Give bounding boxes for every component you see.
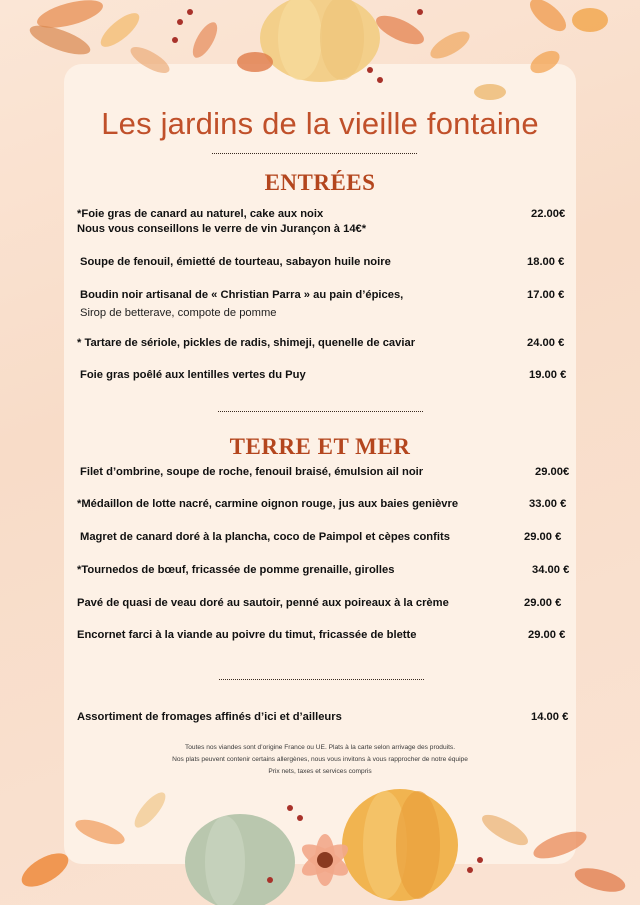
menu-item-name: Soupe de fenouil, émietté de tourteau, sabayon huile noire bbox=[80, 256, 391, 268]
menu-item-price: 17.00 € bbox=[527, 289, 565, 301]
menu-item-price: 34.00 € bbox=[532, 564, 570, 576]
menu-item-name: Boudin noir artisanal de « Christian Parra » au pain d’épices, bbox=[80, 289, 404, 301]
menu-item-name: Filet d’ombrine, soupe de roche, fenouil braisé, émulsion ail noir bbox=[80, 466, 424, 478]
footer-note-prices: Prix nets, taxes et services compris bbox=[268, 768, 372, 775]
leaf-icon bbox=[34, 0, 105, 33]
section-heading-terre-et-mer: TERRE ET MER bbox=[229, 434, 411, 459]
section-heading-entrees: ENTRÉES bbox=[264, 170, 376, 195]
menu-item-price: 29.00€ bbox=[535, 466, 570, 478]
menu-item-price: 29.00 € bbox=[528, 629, 566, 641]
leaf-icon bbox=[188, 19, 222, 62]
menu-item-name: Pavé de quasi de veau doré au sautoir, penné aux poireaux à la crème bbox=[77, 597, 449, 609]
menu-item-price: 18.00 € bbox=[527, 256, 565, 268]
leaf-icon bbox=[426, 26, 473, 64]
menu-item-price: 29.00 € bbox=[524, 531, 562, 543]
title-divider bbox=[212, 153, 417, 154]
section-divider bbox=[218, 411, 423, 412]
menu-item-name: *Tournedos de bœuf, fricassée de pomme grenaille, girolles bbox=[77, 564, 395, 576]
menu-item-name: Magret de canard doré à la plancha, coco de Paimpol et cèpes confits bbox=[80, 531, 450, 543]
leaf-icon bbox=[572, 8, 608, 32]
menu-item-price: 24.00 € bbox=[527, 337, 565, 349]
menu-item-name: *Foie gras de canard au naturel, cake aux noix bbox=[77, 208, 324, 220]
menu-item-price: 14.00 € bbox=[531, 711, 569, 723]
menu-item-name: Foie gras poêlé aux lentilles vertes du Puy bbox=[80, 369, 306, 381]
footer-note-allergens: Nos plats peuvent contenir certains allergènes, nous vous invitons à vous rapprocher de notre équipe bbox=[172, 756, 468, 763]
menu-item-price: 33.00 € bbox=[529, 498, 567, 510]
page-title: Les jardins de la vieille fontaine bbox=[101, 106, 539, 141]
footer-note-origin: Toutes nos viandes sont d’origine France ou UE. Plats à la carte selon arrivage des produits. bbox=[184, 744, 456, 751]
leaf-icon bbox=[27, 20, 94, 61]
menu-item-name: * Tartare de sériole, pickles de radis, shimeji, quenelle de caviar bbox=[77, 337, 416, 349]
menu-item-note: Nous vous conseillons le verre de vin Jurançon à 14€* bbox=[77, 223, 367, 235]
menu-item-note: Sirop de betterave, compote de pomme bbox=[80, 307, 277, 319]
section-divider bbox=[219, 679, 424, 680]
menu-item-price: 29.00 € bbox=[524, 597, 562, 609]
leaf-icon bbox=[525, 0, 572, 37]
menu-item-price: 19.00 € bbox=[529, 369, 567, 381]
leaf-icon bbox=[572, 864, 627, 897]
leaf-icon bbox=[372, 10, 428, 50]
menu-item-name: *Médaillon de lotte nacré, carmine oignon rouge, jus aux baies genièvre bbox=[77, 498, 459, 510]
menu-item-name: Assortiment de fromages affinés d’ici et d’ailleurs bbox=[77, 711, 342, 723]
leaf-icon bbox=[96, 8, 144, 53]
menu-item-price: 22.00€ bbox=[531, 208, 566, 220]
menu-item-name: Encornet farci à la viande au poivre du timut, fricassée de blette bbox=[77, 629, 417, 641]
